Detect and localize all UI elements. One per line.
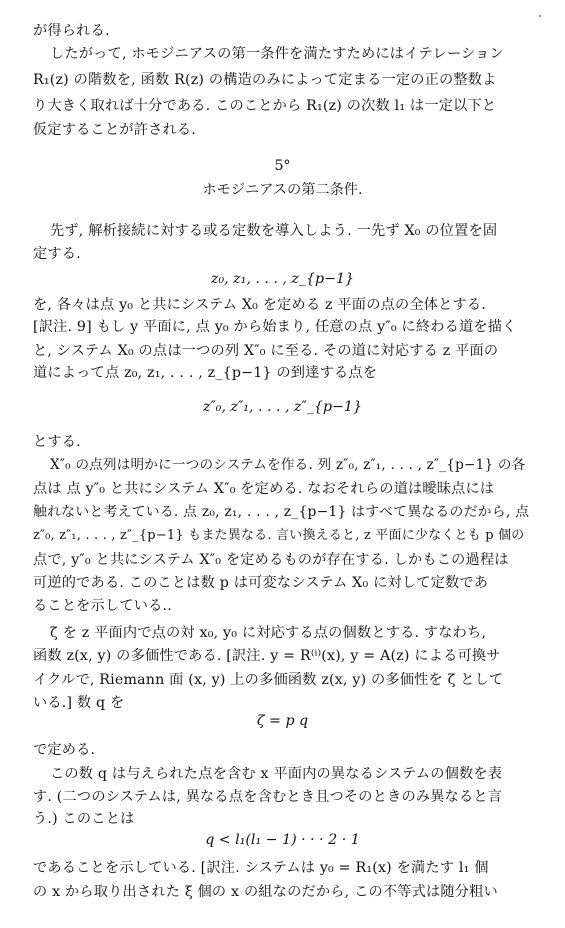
formula: z″₀, z″₁, . . . , z″_{p−1} [203, 399, 362, 415]
text-line: 可逆的である. このことは数 p は可変なシステム X₀ に対して定数であ [33, 575, 489, 591]
text-line: とする. [33, 434, 81, 450]
text-line: ることを示している.. [33, 598, 172, 614]
text-line: 点で, y″₀ と共にシステム X″₀ を定めるものが存在する. しかもこの過程は [33, 552, 509, 568]
text-line: う.) このことは [33, 811, 135, 827]
text-line: 定する. [33, 246, 81, 262]
formula: q < l₁(l₁ − 1) · · · 2 · 1 [205, 832, 360, 848]
text-line: と, システム X₀ の点は一つの列 X″₀ に至る. その道に対応する z 平面の [33, 343, 499, 359]
text-line: 先ず, 解析接続に対する或る定数を導入しよう. 一先ず X₀ の位置を固 [50, 223, 498, 239]
text-line: が得られる. [33, 23, 110, 39]
text-line: を, 各々は点 y₀ と共にシステム X₀ を定める z 平面の点の全体とする. [33, 297, 487, 313]
text-line: であることを示している. [訳注. システムは y₀ = R₁(x) を満たす l₁ 個 [33, 860, 489, 876]
text-line: 触れないと考えている. 点 z₀, z₁, . . . , z_{p−1} はすべて異なるのだから, 点 [33, 504, 530, 520]
text-line: R₁(z) の階数を, 函数 R(z) の構造のみによって定まる一定の正の整数よ [33, 72, 497, 88]
text-line: [訳注. 9] もし y 平面に, 点 y₀ から始まり, 任意の点 y″₀ に終わる道を描く [33, 319, 517, 335]
text-line: いる.] 数 q を [33, 695, 125, 711]
text-line: 仮定することが許される. [33, 122, 196, 138]
text-line: 道によって点 z₀, z₁, . . . , z_{p−1} の到達する点を [33, 365, 378, 381]
text-line: 函数 z(x, y) の多価性である. [訳注. y = R⁽ⁱ⁾(x), y = A(z) による可換サ [33, 648, 501, 664]
text-line: り大きく取れば十分である. このことから R₁(z) の次数 l₁ は一定以下と [33, 98, 497, 114]
text-line: z″₀, z″₁, . . . , z″_{p−1} もまた異なる. 言い換えると, z 平面に少なくとも p 個の [33, 528, 525, 543]
text-line: 点は 点 y″₀ と共にシステム X″₀ を定める. なおそれらの道は曖昧点には [33, 481, 495, 497]
text-line: イクルで, Riemann 面 (x, y) 上の多価函数 z(x, y) の多価性を ζ として [33, 672, 504, 688]
formula: ζ = p q [256, 713, 309, 729]
scan-dot [539, 15, 541, 17]
section-number: 5° [274, 158, 291, 174]
section-title: ホモジニアスの第二条件. [202, 182, 363, 198]
text-line: ζ を z 平面内で点の対 x₀, y₀ に対応する点の個数とする. すなわち, [50, 625, 487, 641]
text-line: す. (二つのシステムは, 異なる点を含むとき且つそのときのみ異なると言 [33, 789, 503, 805]
text-line: の x から取り出された ξ 個の x の組なのだから, この不等式は随分粗い [33, 884, 498, 900]
text-line: したがって, ホモジニアスの第一条件を満たすためにはイテレーション [50, 46, 505, 62]
text-line: この数 q は与えられた点を含む x 平面内の異なるシステムの個数を表 [50, 766, 503, 782]
text-line: X″₀ の点列は明かに一つのシステムを作る. 列 z″₀, z″₁, . . . , z″_{p−1} の各 [50, 457, 526, 473]
text-line: で定める. [33, 742, 96, 758]
formula: z₀, z₁, . . . , z_{p−1} [210, 271, 355, 287]
